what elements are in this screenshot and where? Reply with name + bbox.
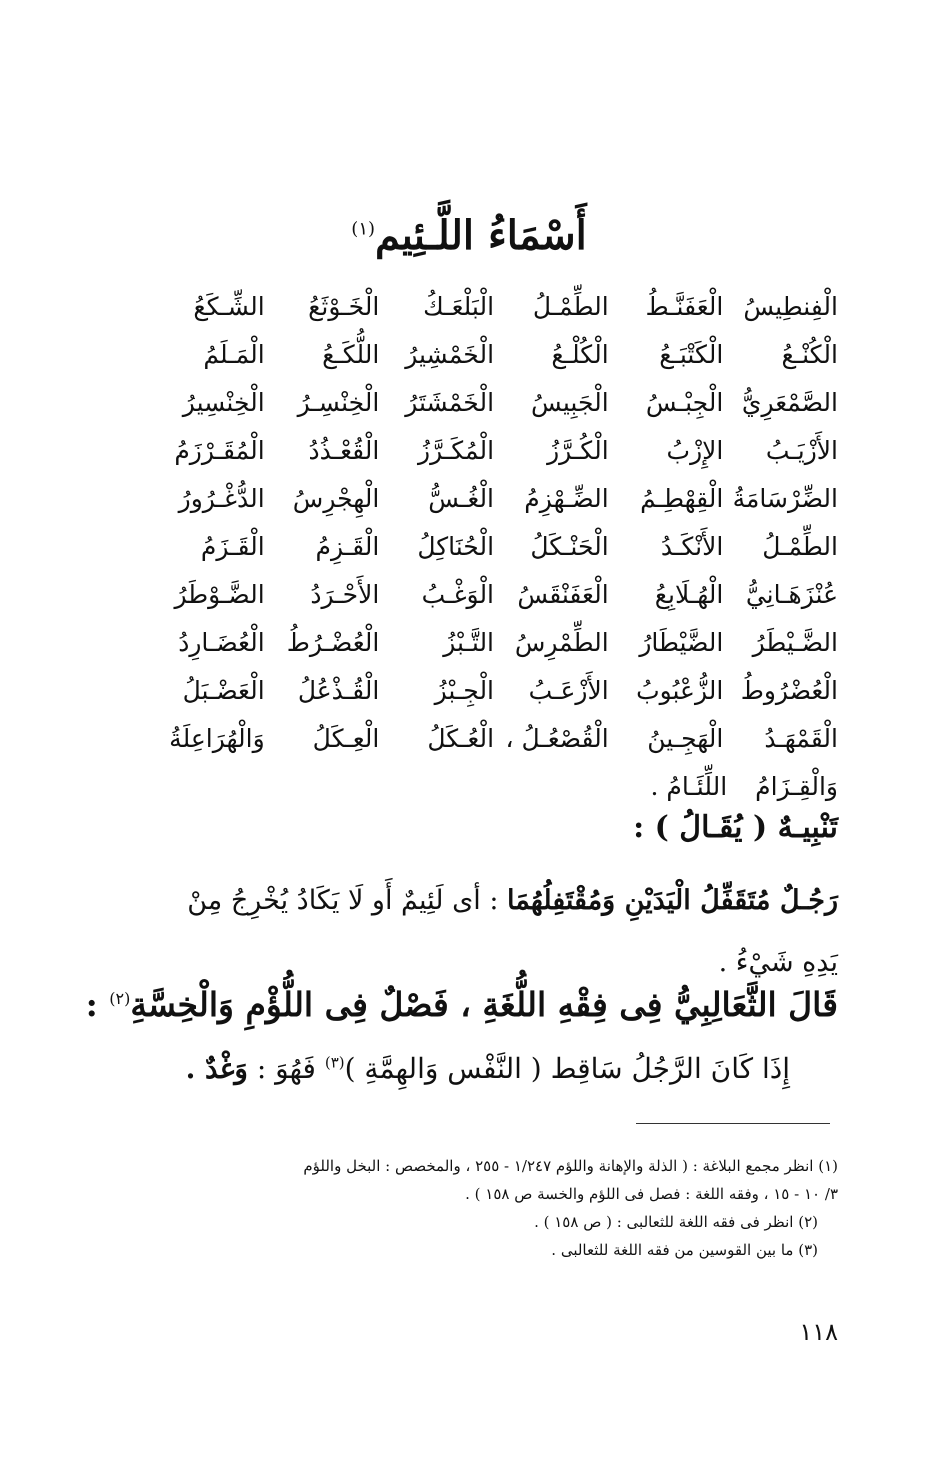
word: الْخَمْشَتَرُ <box>405 387 495 417</box>
note-phrase: رَجُـلٌ مُتَقَفِّلُ الْيَدَيْنِ وَمُقْتَفِلُهُمَا <box>507 885 838 916</box>
word: الزُّعْبُوبُ <box>636 675 724 705</box>
word: الْعُـكَلُ <box>427 723 495 753</box>
word: الْعُضَـارِدُ <box>178 627 265 657</box>
word: الْعَفَنَّـطُ <box>645 291 724 321</box>
word: الْقَمْهَـدُ <box>764 723 838 753</box>
word-list <box>150 282 838 810</box>
word: الْهَجِـينُ <box>647 723 724 753</box>
quote-heading <box>86 985 838 1024</box>
word: الأَزْعَـبُ <box>528 675 609 705</box>
word-row <box>150 378 838 426</box>
note-paragraph <box>148 870 838 994</box>
word: اللُّكَـعُ <box>322 339 380 369</box>
word: الْقُعْـذُدُ <box>308 435 380 465</box>
word: الْجَبِيسُ <box>531 387 609 417</box>
word: الْعُضْرُوطُ <box>740 675 838 705</box>
word: الْخِنْسِيرُ <box>182 387 265 417</box>
note-explanation: : أى لَئِيمٌ أَو لَا يَكَادُ يُخْرِجُ مِنْ يَدِهِ شَيْءُ . <box>187 885 838 978</box>
word: الْغُـسُّ <box>428 483 495 513</box>
word: الْعِـكَلُ <box>312 723 380 753</box>
section-title <box>0 212 938 259</box>
title-footnote-ref: (١) <box>351 218 376 240</box>
word: الْحُنَاكِلُ <box>417 531 495 561</box>
word: الْخَـوْثَعُ <box>308 291 380 321</box>
word: الطِّمْـلُ <box>532 291 609 321</box>
word: الْقِهْطِـمُ <box>640 483 724 513</box>
quote-heading-colon: : <box>85 985 98 1024</box>
word: الْكُنْـعُ <box>781 339 838 369</box>
quote-line <box>186 1052 790 1085</box>
footnote-divider <box>636 1123 830 1124</box>
word: الْقُـذْعُلُ <box>297 675 380 705</box>
word: الْهُـلَابِعُ <box>654 579 724 609</box>
word: الصَّمْعَرِيُّ <box>741 387 838 417</box>
word: الْهِجْرِسُ <box>292 483 380 513</box>
word-row <box>150 426 838 474</box>
footnotes <box>148 1152 838 1264</box>
word-row <box>150 618 838 666</box>
word: عُنْزَهَـانِيُّ <box>745 579 838 609</box>
word: الْجِبْـسُ <box>645 387 724 417</box>
word: الْمُقَـرْزَمُ <box>174 435 265 465</box>
word: الأَحْـرَدُ <box>310 579 380 609</box>
word: الضَّيْطَارُ <box>639 627 724 657</box>
word: الْخَمْشِيرُ <box>405 339 495 369</box>
word: الأَزْيَـبُ <box>765 435 838 465</box>
word: الْكُـرَّزُ <box>547 435 609 465</box>
word: الضَّـوْطَرُ <box>174 579 265 609</box>
word: الإِزْبُ <box>666 435 724 465</box>
word: الطِّمْـلُ <box>762 531 838 561</box>
word: الشِّـكَعُ <box>193 291 265 321</box>
word-row-final <box>150 762 838 810</box>
word: الْقَـزِمُ <box>315 531 380 561</box>
word: الْمُكَـرَّزُ <box>418 435 495 465</box>
word: الدُّغْـرُورُ <box>178 483 265 513</box>
word: الْقَـزَمُ <box>200 531 265 561</box>
word: وَالْهُرَاعِلَةُ <box>169 723 265 753</box>
quote-line-mid: فَهُوَ : <box>256 1052 316 1085</box>
word: الْكُلْـعُ <box>551 339 609 369</box>
note-heading: تَنْبِيـهٌ ( يُقَـالُ ) : <box>633 810 838 845</box>
word: الْكَتْبَـعُ <box>659 339 724 369</box>
quote-heading-text: قَالَ الثَّعَالِبِيُّ فِى فِقْهِ اللُّغَةِ ، فَصْلٌ فِى اللُّؤْمِ وَالْخِسَّةِ <box>130 985 838 1024</box>
word: الطِّمْرِسُ <box>514 627 609 657</box>
word: اللِّئَـامُ . <box>650 771 728 801</box>
word: الْخِنْسِـرُ <box>297 387 380 417</box>
footnote-1-cont: ٣/ ١٠ - ١٥ ، وفقه اللغة : فصل فى اللؤم والخسة ص ١٥٨ ) . <box>465 1185 838 1203</box>
page-number: ١١٨ <box>799 1318 838 1346</box>
word: الضِّـهْزِمُ <box>524 483 609 513</box>
word: الْعُضْـرُطُ <box>286 627 380 657</box>
quote-line-term: وَغْدٌ . <box>185 1052 248 1085</box>
footnote-1: (١) انظر مجمع البلاغة : ( الذلة والإهانة واللؤم ١/٢٤٧ - ٢٥٥ ، والمخصص : البخل واللؤم <box>303 1157 838 1175</box>
footnote-2: (٢) انظر فى فقه اللغة للثعالبى : ( ص ١٥٨ ) . <box>534 1213 818 1231</box>
word: الْقُصْعُـلُ ، <box>505 723 609 753</box>
word: الْجِـبْزُ <box>434 675 495 705</box>
word-row <box>150 714 838 762</box>
word: الْعَضْـبَلُ <box>182 675 265 705</box>
word-row <box>150 474 838 522</box>
quote-line-footnote-ref: (٣) <box>324 1053 345 1072</box>
footnote-3: (٣) ما بين القوسين من فقه اللغة للثعالبى . <box>551 1241 818 1259</box>
word: الأَنْكَـدُ <box>660 531 724 561</box>
word: الْعَفَنْقَسُ <box>517 579 609 609</box>
word: التَّـبْزُ <box>443 627 495 657</box>
quote-line-start: إِذَا كَانَ الرَّجُلُ سَاقِط ( النَّفْس وَالهِمَّةِ ) <box>344 1052 790 1085</box>
word: وَالْقِـزَامُ <box>755 771 838 801</box>
word-row <box>150 570 838 618</box>
word-row <box>150 522 838 570</box>
word-row <box>150 666 838 714</box>
word: الْبَلْعَـكُ <box>423 291 495 321</box>
word: الْحَنْـكَلُ <box>530 531 609 561</box>
word: الضِّرْسَامَةُ <box>732 483 838 513</box>
word: الْمَـلَمُ <box>203 339 265 369</box>
word: الْوَغْـبُ <box>421 579 495 609</box>
word: الضَّـيْطَرُ <box>752 627 838 657</box>
section-title-text: أَسْمَاءُ اللَّـئِيم <box>375 212 587 259</box>
word-row <box>150 282 838 330</box>
word: الْفِنطِيسُ <box>743 291 838 321</box>
word-row <box>150 330 838 378</box>
quote-heading-footnote-ref: (٢) <box>109 989 131 1008</box>
